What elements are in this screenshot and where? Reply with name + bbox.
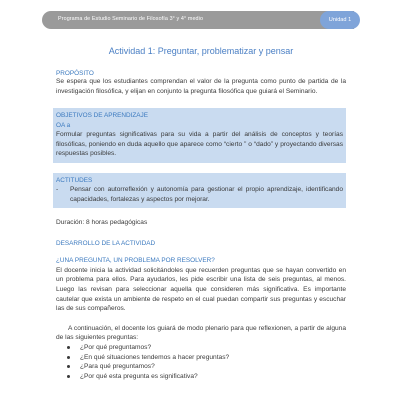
page-title: Actividad 1: Preguntar, problematizar y pensar <box>108 46 294 56</box>
list-item: ¿En qué situaciones tendemos a hacer preguntas? <box>56 353 346 363</box>
desarrollo-subheading: ¿UNA PREGUNTA, UN PROBLEMA POR RESOLVER? <box>56 256 215 264</box>
duracion-text: Duración: 8 horas pedagógicas <box>56 219 148 227</box>
proposito-heading: PROPÓSITO <box>56 70 94 77</box>
actitudes-box <box>53 173 346 208</box>
proposito-text: Se espera que los estudiantes comprendan el valor de la pregunta como punto de partida de la investigación filosófica, y elijan en conjunto la pregunta filosófica que guiará el Seminario. <box>56 78 346 95</box>
actitudes-text: Pensar con autorreflexión y autonomía para gestionar el propio aprendizaje, identificando capacidades, fortalezas y aspectos por mejorar. <box>70 185 343 203</box>
program-title: Programa de Estudio Seminario de Filosofía 3° y 4° medio <box>58 16 204 22</box>
actitudes-item <box>56 185 343 204</box>
desarrollo-heading: DESARROLLO DE LA ACTIVIDAD <box>56 239 156 247</box>
oa-label: OA a <box>56 122 71 130</box>
objetivos-box <box>53 108 346 163</box>
document-body <box>56 44 346 381</box>
objetivos-heading: OBJETIVOS DE APRENDIZAJE <box>56 112 148 120</box>
desarrollo-paragraph-1: El docente inicia la actividad solicitándoles que recuerden preguntas que se hayan convertido en un problema para ellos. Para ayudarlos, les pide escribir una lista de seis preguntas, al menos. Luego las revisan para seleccionar aquella que consideren más significativa. Es importante cautelar que exista un ambiente de respeto en el cual puedan compartir sus preguntas y escuchar las de sus compañeros. <box>56 266 346 313</box>
list-item: ¿Por qué preguntamos? <box>56 343 346 353</box>
objetivos-text: Formular preguntas significativas para su vida a partir del análisis de conceptos y teorías filosóficas, poniendo en duda aquello que aparece como “cierto ” o “dado” y proyectando diversas respuestas posibles. <box>56 131 343 158</box>
unit-badge: Unidad 1 <box>320 11 360 29</box>
list-item: ¿Por qué esta pregunta es significativa? <box>56 372 346 382</box>
actitudes-heading: ACTITUDES <box>56 176 93 184</box>
dash-marker: - <box>56 185 59 193</box>
desarrollo-paragraph-2: A continuación, el docente los guiará de modo plenario para que reflexionen, a partir de alguna de las siguientes preguntas: <box>56 324 346 342</box>
question-list <box>56 343 346 381</box>
page-header <box>0 0 400 38</box>
list-item: ¿Para qué preguntamos? <box>56 362 346 372</box>
